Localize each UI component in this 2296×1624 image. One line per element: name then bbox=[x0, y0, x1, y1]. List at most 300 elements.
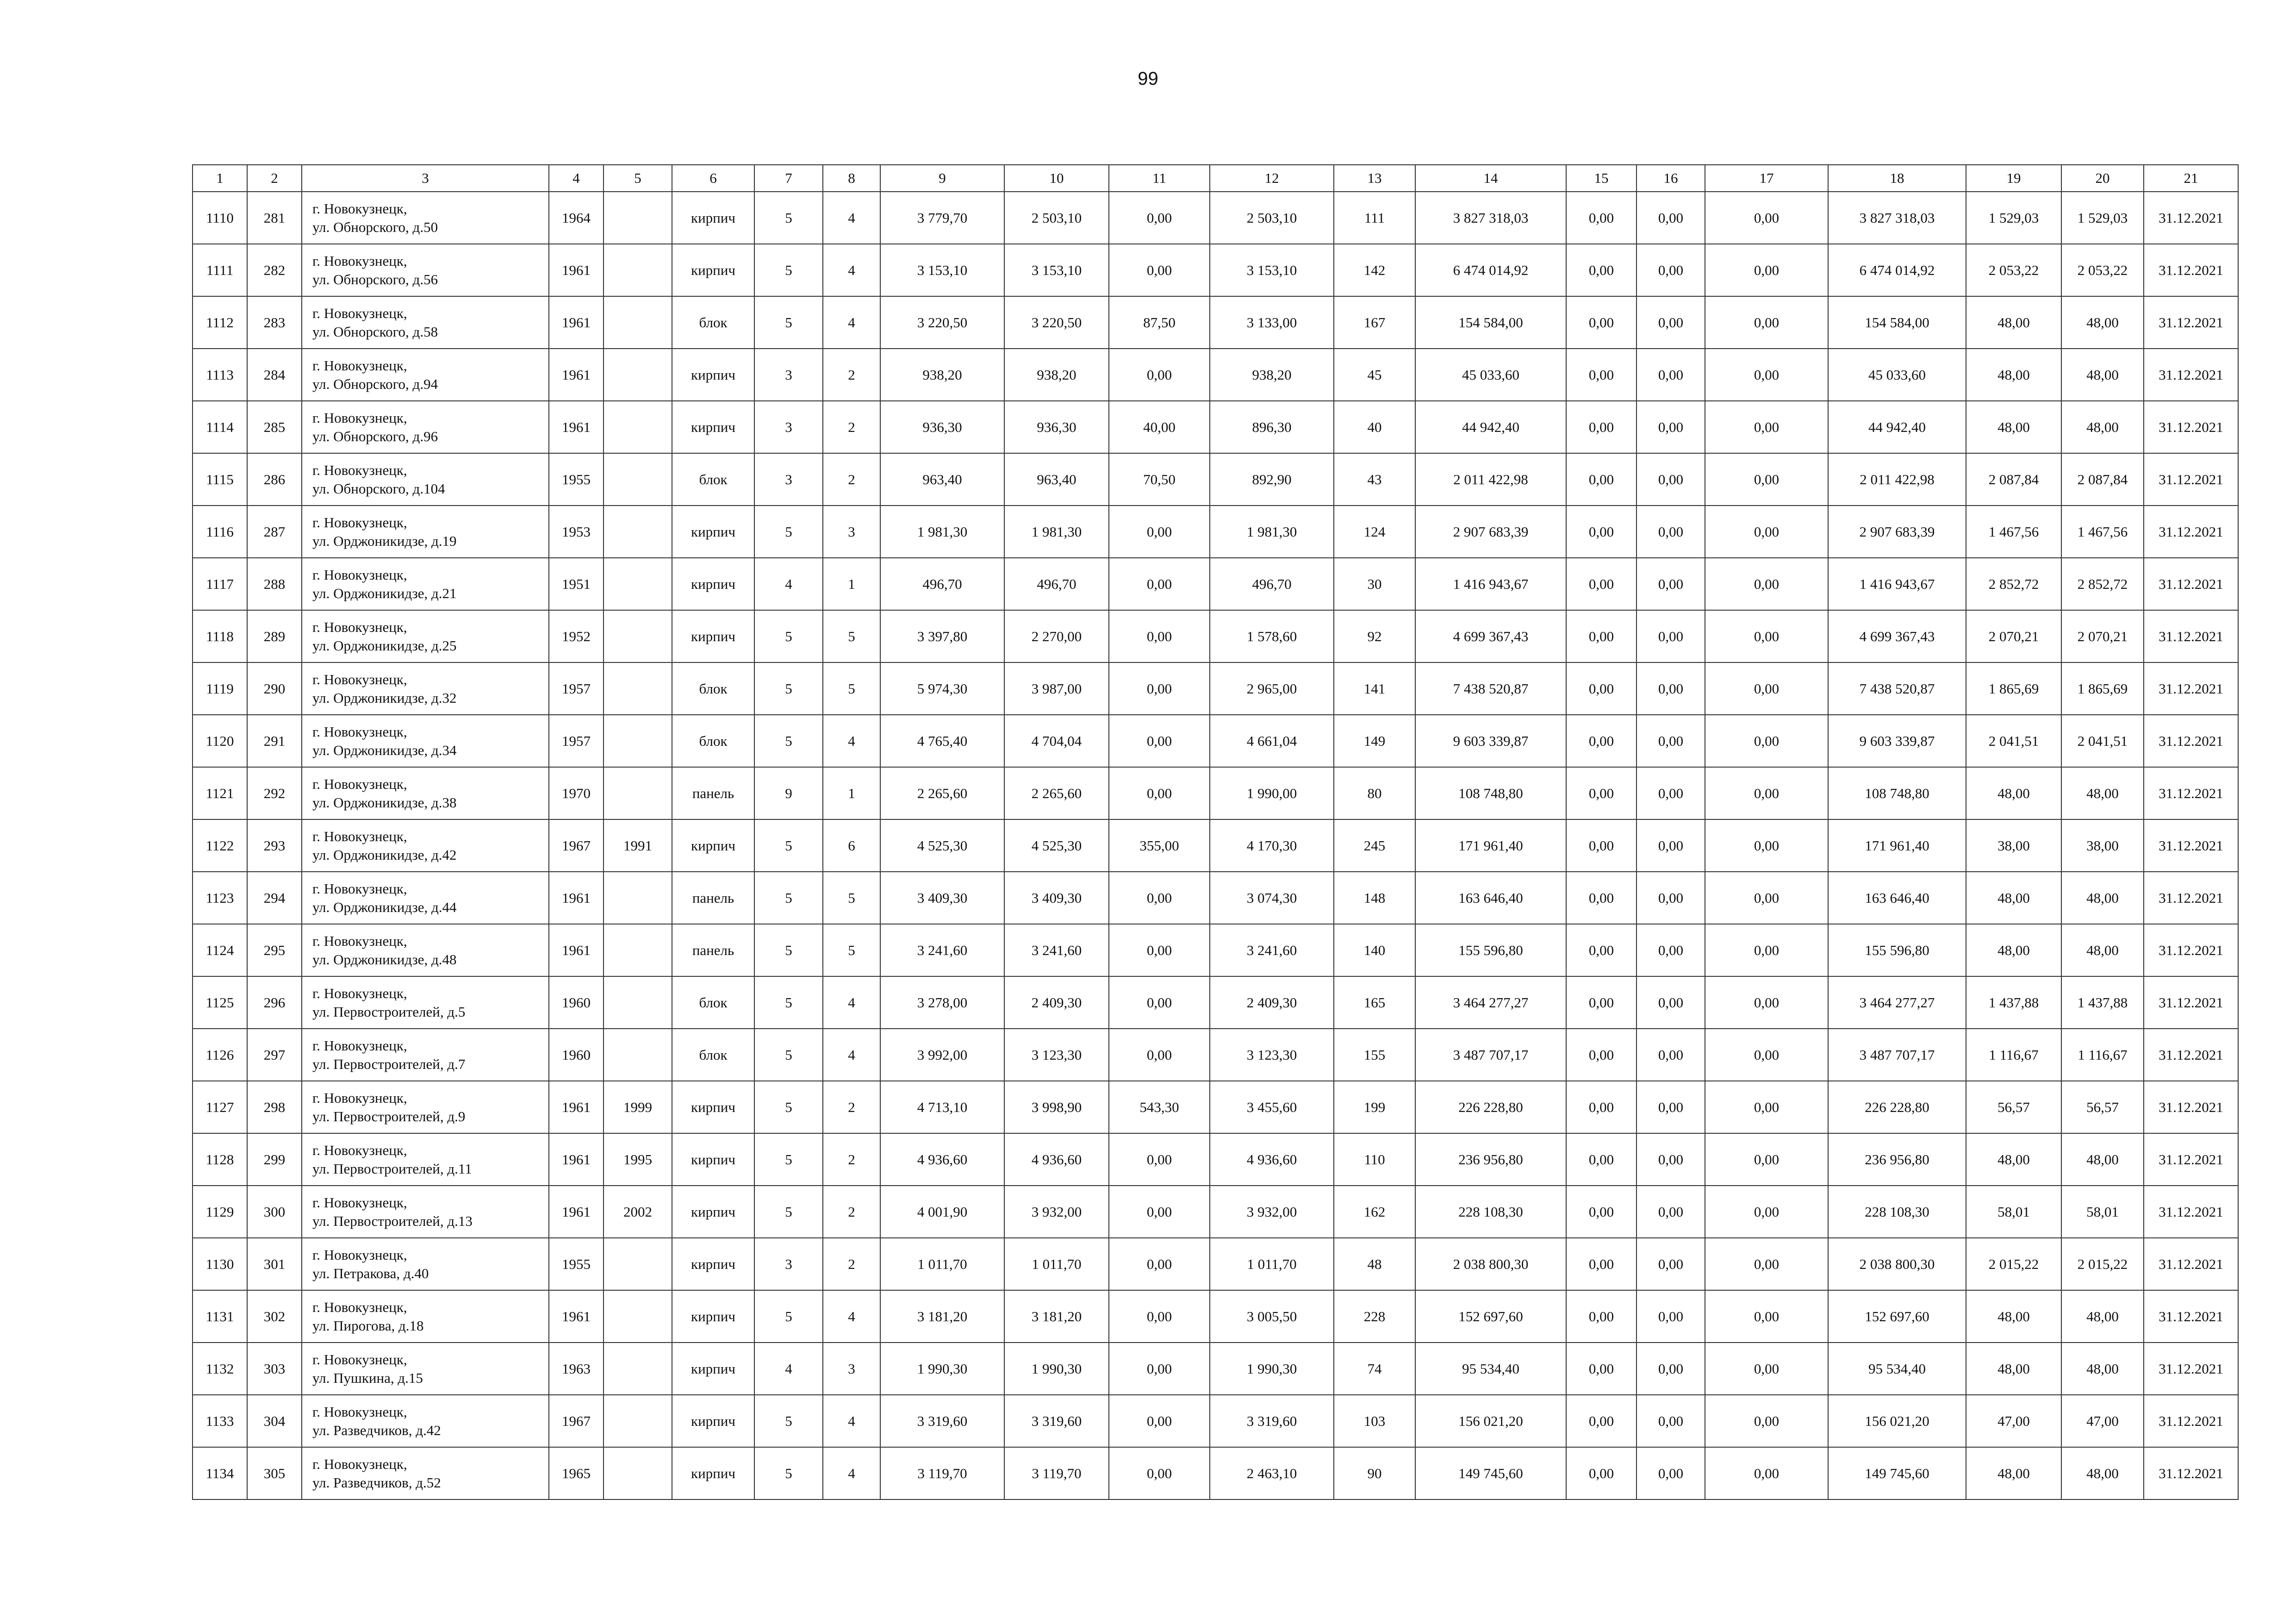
cell-c18: 236 956,80 bbox=[1828, 1133, 1966, 1186]
cell-c14: 163 646,40 bbox=[1415, 872, 1566, 924]
cell-c16: 0,00 bbox=[1636, 715, 1705, 767]
address-street: ул. Первостроителей, д.13 bbox=[312, 1212, 473, 1229]
column-header: 14 bbox=[1415, 165, 1566, 192]
cell-c7: 3 bbox=[754, 349, 823, 401]
cell-c5 bbox=[604, 558, 672, 610]
cell-c2: 302 bbox=[247, 1290, 302, 1343]
address-street: ул. Обнорского, д.96 bbox=[312, 428, 438, 444]
table-row bbox=[193, 819, 2238, 872]
cell-c1: 1119 bbox=[193, 662, 247, 715]
cell-c4: 1952 bbox=[549, 610, 604, 662]
cell-c16: 0,00 bbox=[1636, 192, 1705, 244]
cell-c13: 74 bbox=[1334, 1343, 1415, 1395]
cell-c15: 0,00 bbox=[1566, 1081, 1636, 1133]
cell-c10: 3 409,30 bbox=[1004, 872, 1109, 924]
cell-c8: 4 bbox=[823, 296, 880, 349]
cell-c19: 38,00 bbox=[1966, 819, 2061, 872]
cell-c4: 1963 bbox=[549, 1343, 604, 1395]
cell-c19: 58,01 bbox=[1966, 1186, 2061, 1238]
cell-c12: 3 074,30 bbox=[1210, 872, 1334, 924]
cell-c19: 48,00 bbox=[1966, 872, 2061, 924]
cell-c18: 4 699 367,43 bbox=[1828, 610, 1966, 662]
address-cell bbox=[302, 610, 549, 662]
cell-c21: 31.12.2021 bbox=[2144, 1186, 2238, 1238]
cell-c12: 938,20 bbox=[1210, 349, 1334, 401]
cell-c10: 3 998,90 bbox=[1004, 1081, 1109, 1133]
cell-c15: 0,00 bbox=[1566, 1395, 1636, 1447]
cell-c17: 0,00 bbox=[1705, 1133, 1828, 1186]
cell-c14: 7 438 520,87 bbox=[1415, 662, 1566, 715]
cell-c10: 2 270,00 bbox=[1004, 610, 1109, 662]
cell-c15: 0,00 bbox=[1566, 1238, 1636, 1290]
column-header: 3 bbox=[302, 165, 549, 192]
table-row bbox=[193, 453, 2238, 506]
cell-c13: 110 bbox=[1334, 1133, 1415, 1186]
cell-c1: 1123 bbox=[193, 872, 247, 924]
cell-c7: 5 bbox=[754, 1395, 823, 1447]
cell-c2: 284 bbox=[247, 349, 302, 401]
cell-c13: 165 bbox=[1334, 976, 1415, 1029]
column-header: 18 bbox=[1828, 165, 1966, 192]
cell-c1: 1113 bbox=[193, 349, 247, 401]
address-city: г. Новокузнецк, bbox=[312, 1142, 407, 1158]
table-row bbox=[193, 1029, 2238, 1081]
cell-c4: 1960 bbox=[549, 1029, 604, 1081]
address-city: г. Новокузнецк, bbox=[312, 357, 407, 374]
address-street: ул. Орджоникидзе, д.32 bbox=[312, 689, 457, 706]
cell-c1: 1121 bbox=[193, 767, 247, 819]
cell-c12: 896,30 bbox=[1210, 401, 1334, 453]
cell-c5 bbox=[604, 976, 672, 1029]
cell-c7: 5 bbox=[754, 244, 823, 296]
cell-c13: 228 bbox=[1334, 1290, 1415, 1343]
cell-c9: 4 936,60 bbox=[880, 1133, 1004, 1186]
address-city: г. Новокузнецк, bbox=[312, 462, 407, 478]
table-row bbox=[193, 1081, 2238, 1133]
cell-c9: 3 397,80 bbox=[880, 610, 1004, 662]
cell-c20: 1 529,03 bbox=[2061, 192, 2144, 244]
cell-c9: 1 981,30 bbox=[880, 506, 1004, 558]
cell-c13: 80 bbox=[1334, 767, 1415, 819]
cell-c20: 56,57 bbox=[2061, 1081, 2144, 1133]
cell-c7: 5 bbox=[754, 872, 823, 924]
column-header: 8 bbox=[823, 165, 880, 192]
cell-c10: 496,70 bbox=[1004, 558, 1109, 610]
cell-c1: 1115 bbox=[193, 453, 247, 506]
cell-c8: 4 bbox=[823, 1029, 880, 1081]
cell-c21: 31.12.2021 bbox=[2144, 976, 2238, 1029]
cell-c14: 2 907 683,39 bbox=[1415, 506, 1566, 558]
cell-c15: 0,00 bbox=[1566, 610, 1636, 662]
cell-c5 bbox=[604, 1343, 672, 1395]
cell-c12: 1 990,30 bbox=[1210, 1343, 1334, 1395]
cell-c7: 4 bbox=[754, 558, 823, 610]
cell-c6: кирпич bbox=[672, 558, 754, 610]
cell-c14: 6 474 014,92 bbox=[1415, 244, 1566, 296]
cell-c17: 0,00 bbox=[1705, 924, 1828, 976]
cell-c12: 2 965,00 bbox=[1210, 662, 1334, 715]
cell-c1: 1129 bbox=[193, 1186, 247, 1238]
cell-c11: 0,00 bbox=[1109, 244, 1210, 296]
cell-c7: 3 bbox=[754, 1238, 823, 1290]
cell-c19: 48,00 bbox=[1966, 767, 2061, 819]
address-street: ул. Разведчиков, д.42 bbox=[312, 1422, 441, 1438]
cell-c20: 48,00 bbox=[2061, 1290, 2144, 1343]
cell-c13: 155 bbox=[1334, 1029, 1415, 1081]
address-city: г. Новокузнецк, bbox=[312, 775, 407, 792]
cell-c12: 892,90 bbox=[1210, 453, 1334, 506]
cell-c4: 1961 bbox=[549, 1186, 604, 1238]
table-row bbox=[193, 1133, 2238, 1186]
cell-c13: 43 bbox=[1334, 453, 1415, 506]
cell-c14: 228 108,30 bbox=[1415, 1186, 1566, 1238]
cell-c20: 48,00 bbox=[2061, 924, 2144, 976]
cell-c17: 0,00 bbox=[1705, 296, 1828, 349]
cell-c20: 48,00 bbox=[2061, 296, 2144, 349]
cell-c2: 294 bbox=[247, 872, 302, 924]
cell-c18: 156 021,20 bbox=[1828, 1395, 1966, 1447]
cell-c1: 1130 bbox=[193, 1238, 247, 1290]
cell-c4: 1957 bbox=[549, 715, 604, 767]
cell-c10: 4 525,30 bbox=[1004, 819, 1109, 872]
column-header: 2 bbox=[247, 165, 302, 192]
cell-c8: 2 bbox=[823, 1081, 880, 1133]
cell-c12: 3 153,10 bbox=[1210, 244, 1334, 296]
cell-c2: 296 bbox=[247, 976, 302, 1029]
cell-c10: 2 503,10 bbox=[1004, 192, 1109, 244]
cell-c11: 0,00 bbox=[1109, 1290, 1210, 1343]
cell-c4: 1961 bbox=[549, 1290, 604, 1343]
cell-c1: 1114 bbox=[193, 401, 247, 453]
cell-c20: 1 865,69 bbox=[2061, 662, 2144, 715]
cell-c13: 199 bbox=[1334, 1081, 1415, 1133]
cell-c18: 6 474 014,92 bbox=[1828, 244, 1966, 296]
cell-c21: 31.12.2021 bbox=[2144, 506, 2238, 558]
cell-c10: 3 319,60 bbox=[1004, 1395, 1109, 1447]
cell-c2: 297 bbox=[247, 1029, 302, 1081]
cell-c14: 44 942,40 bbox=[1415, 401, 1566, 453]
cell-c9: 3 319,60 bbox=[880, 1395, 1004, 1447]
cell-c17: 0,00 bbox=[1705, 1447, 1828, 1499]
cell-c18: 45 033,60 bbox=[1828, 349, 1966, 401]
table-row bbox=[193, 976, 2238, 1029]
cell-c18: 152 697,60 bbox=[1828, 1290, 1966, 1343]
cell-c20: 48,00 bbox=[2061, 1447, 2144, 1499]
cell-c2: 295 bbox=[247, 924, 302, 976]
address-city: г. Новокузнецк, bbox=[312, 880, 407, 897]
address-street: ул. Первостроителей, д.9 bbox=[312, 1108, 466, 1124]
cell-c10: 3 119,70 bbox=[1004, 1447, 1109, 1499]
cell-c8: 4 bbox=[823, 244, 880, 296]
cell-c11: 355,00 bbox=[1109, 819, 1210, 872]
table-row bbox=[193, 558, 2238, 610]
cell-c1: 1111 bbox=[193, 244, 247, 296]
address-cell bbox=[302, 558, 549, 610]
cell-c8: 5 bbox=[823, 662, 880, 715]
cell-c13: 103 bbox=[1334, 1395, 1415, 1447]
cell-c14: 3 487 707,17 bbox=[1415, 1029, 1566, 1081]
address-cell bbox=[302, 453, 549, 506]
cell-c14: 2 038 800,30 bbox=[1415, 1238, 1566, 1290]
cell-c13: 40 bbox=[1334, 401, 1415, 453]
cell-c12: 3 932,00 bbox=[1210, 1186, 1334, 1238]
cell-c18: 155 596,80 bbox=[1828, 924, 1966, 976]
address-city: г. Новокузнецк, bbox=[312, 1089, 407, 1106]
cell-c14: 3 464 277,27 bbox=[1415, 976, 1566, 1029]
cell-c2: 305 bbox=[247, 1447, 302, 1499]
cell-c8: 4 bbox=[823, 1395, 880, 1447]
cell-c14: 236 956,80 bbox=[1415, 1133, 1566, 1186]
cell-c1: 1116 bbox=[193, 506, 247, 558]
cell-c19: 1 865,69 bbox=[1966, 662, 2061, 715]
cell-c20: 48,00 bbox=[2061, 401, 2144, 453]
cell-c6: кирпич bbox=[672, 1447, 754, 1499]
cell-c21: 31.12.2021 bbox=[2144, 819, 2238, 872]
cell-c12: 1 578,60 bbox=[1210, 610, 1334, 662]
address-street: ул. Пушкина, д.15 bbox=[312, 1369, 423, 1386]
cell-c12: 1 981,30 bbox=[1210, 506, 1334, 558]
cell-c12: 2 463,10 bbox=[1210, 1447, 1334, 1499]
cell-c20: 2 087,84 bbox=[2061, 453, 2144, 506]
address-street: ул. Петракова, д.40 bbox=[312, 1265, 429, 1281]
cell-c5: 1995 bbox=[604, 1133, 672, 1186]
cell-c14: 108 748,80 bbox=[1415, 767, 1566, 819]
cell-c4: 1965 bbox=[549, 1447, 604, 1499]
cell-c12: 2 503,10 bbox=[1210, 192, 1334, 244]
table-row bbox=[193, 610, 2238, 662]
cell-c4: 1961 bbox=[549, 244, 604, 296]
cell-c5: 1991 bbox=[604, 819, 672, 872]
cell-c2: 286 bbox=[247, 453, 302, 506]
table-row bbox=[193, 1238, 2238, 1290]
cell-c9: 4 765,40 bbox=[880, 715, 1004, 767]
cell-c2: 283 bbox=[247, 296, 302, 349]
cell-c17: 0,00 bbox=[1705, 1290, 1828, 1343]
cell-c10: 1 990,30 bbox=[1004, 1343, 1109, 1395]
cell-c20: 1 116,67 bbox=[2061, 1029, 2144, 1081]
cell-c17: 0,00 bbox=[1705, 767, 1828, 819]
cell-c21: 31.12.2021 bbox=[2144, 296, 2238, 349]
cell-c5 bbox=[604, 1447, 672, 1499]
cell-c10: 3 153,10 bbox=[1004, 244, 1109, 296]
cell-c6: блок bbox=[672, 715, 754, 767]
cell-c16: 0,00 bbox=[1636, 610, 1705, 662]
cell-c13: 140 bbox=[1334, 924, 1415, 976]
cell-c10: 2 409,30 bbox=[1004, 976, 1109, 1029]
cell-c13: 111 bbox=[1334, 192, 1415, 244]
cell-c14: 154 584,00 bbox=[1415, 296, 1566, 349]
cell-c19: 48,00 bbox=[1966, 924, 2061, 976]
cell-c9: 2 265,60 bbox=[880, 767, 1004, 819]
cell-c5 bbox=[604, 715, 672, 767]
cell-c6: панель bbox=[672, 767, 754, 819]
cell-c1: 1124 bbox=[193, 924, 247, 976]
address-cell bbox=[302, 924, 549, 976]
cell-c11: 0,00 bbox=[1109, 924, 1210, 976]
address-city: г. Новокузнецк, bbox=[312, 1403, 407, 1420]
cell-c6: кирпич bbox=[672, 244, 754, 296]
cell-c12: 2 409,30 bbox=[1210, 976, 1334, 1029]
cell-c17: 0,00 bbox=[1705, 349, 1828, 401]
cell-c1: 1118 bbox=[193, 610, 247, 662]
address-city: г. Новокузнецк, bbox=[312, 932, 407, 949]
cell-c2: 290 bbox=[247, 662, 302, 715]
address-street: ул. Орджоникидзе, д.42 bbox=[312, 846, 457, 863]
cell-c19: 47,00 bbox=[1966, 1395, 2061, 1447]
cell-c19: 48,00 bbox=[1966, 1290, 2061, 1343]
cell-c11: 87,50 bbox=[1109, 296, 1210, 349]
address-cell bbox=[302, 1133, 549, 1186]
cell-c8: 3 bbox=[823, 506, 880, 558]
cell-c10: 1 981,30 bbox=[1004, 506, 1109, 558]
cell-c4: 1970 bbox=[549, 767, 604, 819]
cell-c19: 48,00 bbox=[1966, 401, 2061, 453]
address-cell bbox=[302, 1186, 549, 1238]
cell-c17: 0,00 bbox=[1705, 401, 1828, 453]
cell-c4: 1957 bbox=[549, 662, 604, 715]
cell-c21: 31.12.2021 bbox=[2144, 872, 2238, 924]
cell-c14: 226 228,80 bbox=[1415, 1081, 1566, 1133]
cell-c6: кирпич bbox=[672, 1343, 754, 1395]
cell-c6: блок bbox=[672, 1029, 754, 1081]
cell-c11: 0,00 bbox=[1109, 1343, 1210, 1395]
cell-c16: 0,00 bbox=[1636, 401, 1705, 453]
address-cell bbox=[302, 819, 549, 872]
cell-c5: 2002 bbox=[604, 1186, 672, 1238]
cell-c17: 0,00 bbox=[1705, 244, 1828, 296]
cell-c21: 31.12.2021 bbox=[2144, 558, 2238, 610]
cell-c17: 0,00 bbox=[1705, 819, 1828, 872]
cell-c5 bbox=[604, 401, 672, 453]
address-cell bbox=[302, 662, 549, 715]
cell-c19: 56,57 bbox=[1966, 1081, 2061, 1133]
cell-c19: 2 087,84 bbox=[1966, 453, 2061, 506]
address-street: ул. Обнорского, д.56 bbox=[312, 271, 438, 287]
cell-c18: 228 108,30 bbox=[1828, 1186, 1966, 1238]
cell-c11: 70,50 bbox=[1109, 453, 1210, 506]
cell-c15: 0,00 bbox=[1566, 767, 1636, 819]
cell-c19: 2 070,21 bbox=[1966, 610, 2061, 662]
cell-c17: 0,00 bbox=[1705, 610, 1828, 662]
column-header: 20 bbox=[2061, 165, 2144, 192]
cell-c9: 4 713,10 bbox=[880, 1081, 1004, 1133]
column-header: 19 bbox=[1966, 165, 2061, 192]
cell-c9: 496,70 bbox=[880, 558, 1004, 610]
column-header: 5 bbox=[604, 165, 672, 192]
cell-c16: 0,00 bbox=[1636, 1081, 1705, 1133]
cell-c17: 0,00 bbox=[1705, 1081, 1828, 1133]
cell-c11: 0,00 bbox=[1109, 662, 1210, 715]
cell-c8: 4 bbox=[823, 1447, 880, 1499]
cell-c9: 3 241,60 bbox=[880, 924, 1004, 976]
table-row bbox=[193, 401, 2238, 453]
cell-c9: 3 220,50 bbox=[880, 296, 1004, 349]
column-header: 10 bbox=[1004, 165, 1109, 192]
cell-c10: 936,30 bbox=[1004, 401, 1109, 453]
cell-c11: 0,00 bbox=[1109, 1395, 1210, 1447]
cell-c21: 31.12.2021 bbox=[2144, 924, 2238, 976]
address-cell bbox=[302, 244, 549, 296]
cell-c8: 2 bbox=[823, 349, 880, 401]
address-city: г. Новокузнецк, bbox=[312, 305, 407, 321]
cell-c2: 291 bbox=[247, 715, 302, 767]
cell-c9: 1 990,30 bbox=[880, 1343, 1004, 1395]
cell-c15: 0,00 bbox=[1566, 192, 1636, 244]
cell-c18: 154 584,00 bbox=[1828, 296, 1966, 349]
cell-c2: 287 bbox=[247, 506, 302, 558]
cell-c12: 3 319,60 bbox=[1210, 1395, 1334, 1447]
address-cell bbox=[302, 976, 549, 1029]
register-table bbox=[192, 164, 2239, 1500]
cell-c9: 1 011,70 bbox=[880, 1238, 1004, 1290]
address-cell bbox=[302, 1395, 549, 1447]
cell-c8: 5 bbox=[823, 610, 880, 662]
cell-c13: 90 bbox=[1334, 1447, 1415, 1499]
cell-c1: 1132 bbox=[193, 1343, 247, 1395]
cell-c16: 0,00 bbox=[1636, 1290, 1705, 1343]
cell-c12: 3 455,60 bbox=[1210, 1081, 1334, 1133]
cell-c6: кирпич bbox=[672, 1133, 754, 1186]
cell-c13: 30 bbox=[1334, 558, 1415, 610]
address-city: г. Новокузнецк, bbox=[312, 723, 407, 740]
cell-c17: 0,00 bbox=[1705, 872, 1828, 924]
cell-c21: 31.12.2021 bbox=[2144, 1081, 2238, 1133]
cell-c11: 0,00 bbox=[1109, 1029, 1210, 1081]
cell-c11: 0,00 bbox=[1109, 349, 1210, 401]
cell-c20: 1 467,56 bbox=[2061, 506, 2144, 558]
table-row bbox=[193, 1343, 2238, 1395]
column-header: 4 bbox=[549, 165, 604, 192]
cell-c6: панель bbox=[672, 924, 754, 976]
cell-c4: 1960 bbox=[549, 976, 604, 1029]
cell-c9: 936,30 bbox=[880, 401, 1004, 453]
cell-c17: 0,00 bbox=[1705, 558, 1828, 610]
cell-c9: 963,40 bbox=[880, 453, 1004, 506]
cell-c20: 48,00 bbox=[2061, 872, 2144, 924]
cell-c16: 0,00 bbox=[1636, 1238, 1705, 1290]
table-row bbox=[193, 1290, 2238, 1343]
address-city: г. Новокузнецк, bbox=[312, 1194, 407, 1211]
address-city: г. Новокузнецк, bbox=[312, 566, 407, 583]
cell-c15: 0,00 bbox=[1566, 924, 1636, 976]
address-city: г. Новокузнецк, bbox=[312, 828, 407, 844]
cell-c4: 1961 bbox=[549, 1133, 604, 1186]
cell-c20: 48,00 bbox=[2061, 1343, 2144, 1395]
cell-c18: 3 464 277,27 bbox=[1828, 976, 1966, 1029]
address-cell bbox=[302, 506, 549, 558]
cell-c2: 300 bbox=[247, 1186, 302, 1238]
table-row bbox=[193, 924, 2238, 976]
address-city: г. Новокузнецк, bbox=[312, 200, 407, 217]
cell-c19: 1 116,67 bbox=[1966, 1029, 2061, 1081]
cell-c20: 48,00 bbox=[2061, 349, 2144, 401]
cell-c17: 0,00 bbox=[1705, 192, 1828, 244]
cell-c4: 1961 bbox=[549, 401, 604, 453]
cell-c18: 2 011 422,98 bbox=[1828, 453, 1966, 506]
cell-c7: 3 bbox=[754, 453, 823, 506]
cell-c6: блок bbox=[672, 296, 754, 349]
cell-c10: 3 220,50 bbox=[1004, 296, 1109, 349]
cell-c1: 1126 bbox=[193, 1029, 247, 1081]
cell-c13: 48 bbox=[1334, 1238, 1415, 1290]
cell-c12: 1 011,70 bbox=[1210, 1238, 1334, 1290]
cell-c1: 1128 bbox=[193, 1133, 247, 1186]
cell-c10: 3 181,20 bbox=[1004, 1290, 1109, 1343]
cell-c15: 0,00 bbox=[1566, 1029, 1636, 1081]
cell-c7: 3 bbox=[754, 401, 823, 453]
cell-c18: 44 942,40 bbox=[1828, 401, 1966, 453]
cell-c14: 2 011 422,98 bbox=[1415, 453, 1566, 506]
